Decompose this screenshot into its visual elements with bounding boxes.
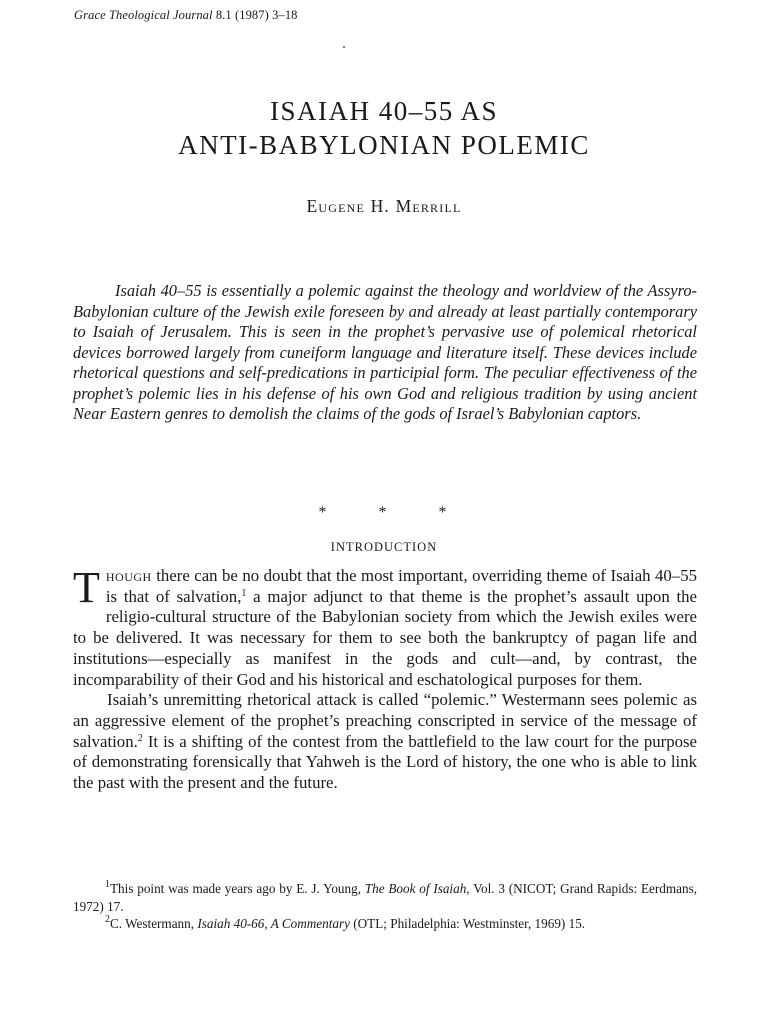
footnote-2-number: 2: [105, 914, 110, 925]
section-separator: * * *: [318, 504, 450, 521]
footnote-2-book-title: Isaiah 40-66, A Commentary: [197, 916, 350, 931]
footnote-1-text-b: , Vol. 3 (NICOT; Grand Rapids: Eerdmans, 1972) 17.: [73, 881, 697, 914]
journal-name: Grace Theological Journal: [74, 8, 213, 22]
footnote-1-number: 1: [105, 879, 110, 890]
journal-citation: 8.1 (1987) 3–18: [212, 8, 298, 22]
footnote-1-book-title: The Book of Isaiah: [364, 881, 467, 896]
footnote-2-text-b: (OTL; Philadelphia: Westminster, 1969) 15.: [349, 916, 586, 931]
article-title: [0, 94, 768, 162]
footnotes: [73, 880, 697, 933]
paragraph-1-text-a: there can be no doubt that the most important, overriding theme of Isaiah 40–55 is that of salvation,: [105, 566, 697, 606]
paragraph-1: [73, 563, 697, 690]
footnote-ref-2[interactable]: 2: [137, 732, 143, 744]
abstract-text: Isaiah 40–55 is essentially a polemic against the theology and worldview of the Assyro-Babylonian culture of the Jewish exile foreseen by and already at least partially contemporary to Isaiah of Jerusalem. This is seen in the prophet’s pervasive use of polemical rhetorical devices borrowed largely from cuneiform language and literature itself. These devices include rhetorical questions and self-predications in participial form. The peculiar effectiveness of the prophet’s polemic lies in his defense of his own God and religious tradition by using ancient Near Eastern genres to demolish the claims of the gods of Israel’s Babylonian captors.: [73, 281, 697, 423]
paragraph-2-text-b: It is a shifting of the contest from the battlefield to the law court for the purpose of demonstrating forensically that Yahweh is the Lord of history, the one who is able to link the past with the present and the future.: [73, 731, 697, 793]
footnote-ref-1[interactable]: 1: [241, 587, 247, 599]
title-line-1: ISAIAH 40–55 AS: [269, 96, 499, 126]
title-line-2: ANTI-BABYLONIAN POLEMIC: [178, 130, 590, 160]
paragraph-2-text-a: Isaiah’s unremitting rhetorical attack is called “polemic.” Westermann sees polemic as an aggressive element of the prophet’s preaching conscripted in service of the message of salvation.: [73, 690, 697, 751]
body-text: [73, 563, 697, 794]
drop-cap: T: [73, 563, 100, 612]
footnote-2-text-a: C. Westermann,: [110, 916, 198, 931]
abstract: [73, 281, 697, 425]
paragraph-1-text-b: a major adjunct to that theme is the prophet’s assault upon the religio-cultural structure of the Babylonian society from which the Jewish exiles were to be delivered. It was necessary for them to see both the bankruptcy of pagan life and institutions—especially as manifest in the gods and cult—and, by contrast, the incomparability of their God and his historical and eschatological purposes for them.: [73, 586, 697, 689]
footnote-2: [73, 915, 697, 933]
running-header: [74, 8, 298, 23]
section-heading: INTRODUCTION: [330, 540, 438, 554]
footnote-1: [73, 880, 697, 915]
paragraph-2: [73, 690, 697, 794]
author-name: Eugene H. Merrill: [306, 196, 462, 216]
speck-mark: [343, 46, 345, 48]
lead-word: hough: [105, 566, 152, 585]
footnote-1-text-a: This point was made years ago by E. J. Young,: [110, 881, 365, 896]
